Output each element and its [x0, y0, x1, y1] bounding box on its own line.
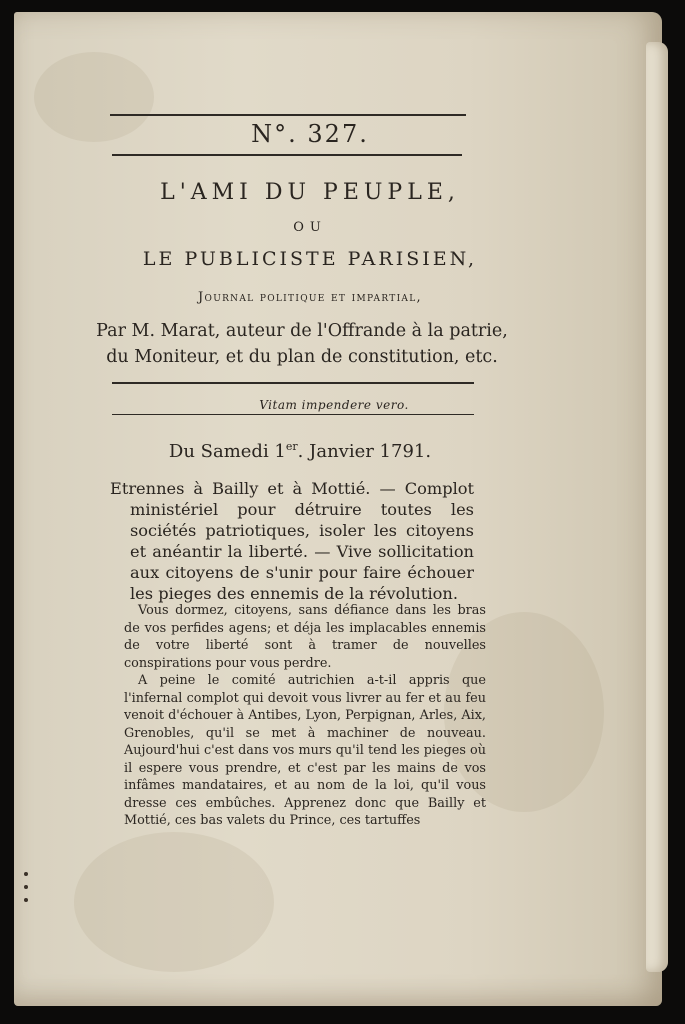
date-suffix: . Janvier 1791. — [297, 441, 432, 462]
top-rule — [110, 114, 466, 116]
motto-rule-bottom — [112, 414, 474, 415]
masthead-connector: OU — [293, 220, 327, 235]
binding-holes — [24, 872, 28, 911]
journal-description: Journal politique et impartial, — [198, 290, 422, 305]
byline-line: Par M. Marat, auteur de l'Offrande à la patrie, — [96, 321, 508, 341]
page-edge — [646, 42, 668, 972]
date-prefix: Du Samedi 1 — [168, 441, 286, 462]
newspaper-page — [14, 12, 662, 1006]
issue-rule — [112, 154, 462, 156]
article-body — [124, 602, 486, 830]
motto-rule-top — [112, 382, 474, 384]
issue-number: N°. 327. — [251, 120, 369, 148]
body-paragraph: A peine le comité autrichien a-t-il appris que l'infernal complot qui devoit vous livrer au fer et au feu venoit d'échouer à Antibes, Lyon, Perpignan, Arles, Aix, Grenobles, qu'il se met à machiner de nouveau. Aujourd'hui c'est dans vos murs qu'il tend les pieges où il espere vous prendre, et c'est par les mains de vos infâmes mandataires, et au nom de la loi, qu'il vous dresse ces embûches. Apprenez donc que Bailly et Mottié, ces bas valets du Prince, ces tartuffes — [124, 673, 486, 828]
author-byline — [92, 318, 512, 370]
article-summary — [110, 478, 474, 604]
byline-line: du Moniteur, et du plan de constitution, etc. — [106, 347, 498, 367]
body-paragraph: Vous dormez, citoyens, sans défiance dans les bras de vos perfides agens; et déja les implacables ennemis de votre liberté sont à tramer de nouvelles conspirations pour vous perdre. — [124, 603, 486, 671]
summary-text: Etrennes à Bailly et à Mottié. — Complot ministériel pour détruire toutes les sociétés patriotiques, isoler les citoyens et anéantir la liberté. — Vive sollicitation aux citoyens de s'unir pour faire échouer les pieges des ennemis de la révolution. — [110, 479, 474, 603]
issue-date — [110, 440, 490, 462]
masthead-title: L'AMI DU PEUPLE, — [160, 180, 460, 205]
masthead-subtitle-title: LE PUBLICISTE PARISIEN, — [142, 248, 478, 270]
motto: Vitam impendere vero. — [259, 398, 409, 412]
date-superscript: er — [285, 440, 298, 453]
paper-stain — [74, 832, 274, 972]
